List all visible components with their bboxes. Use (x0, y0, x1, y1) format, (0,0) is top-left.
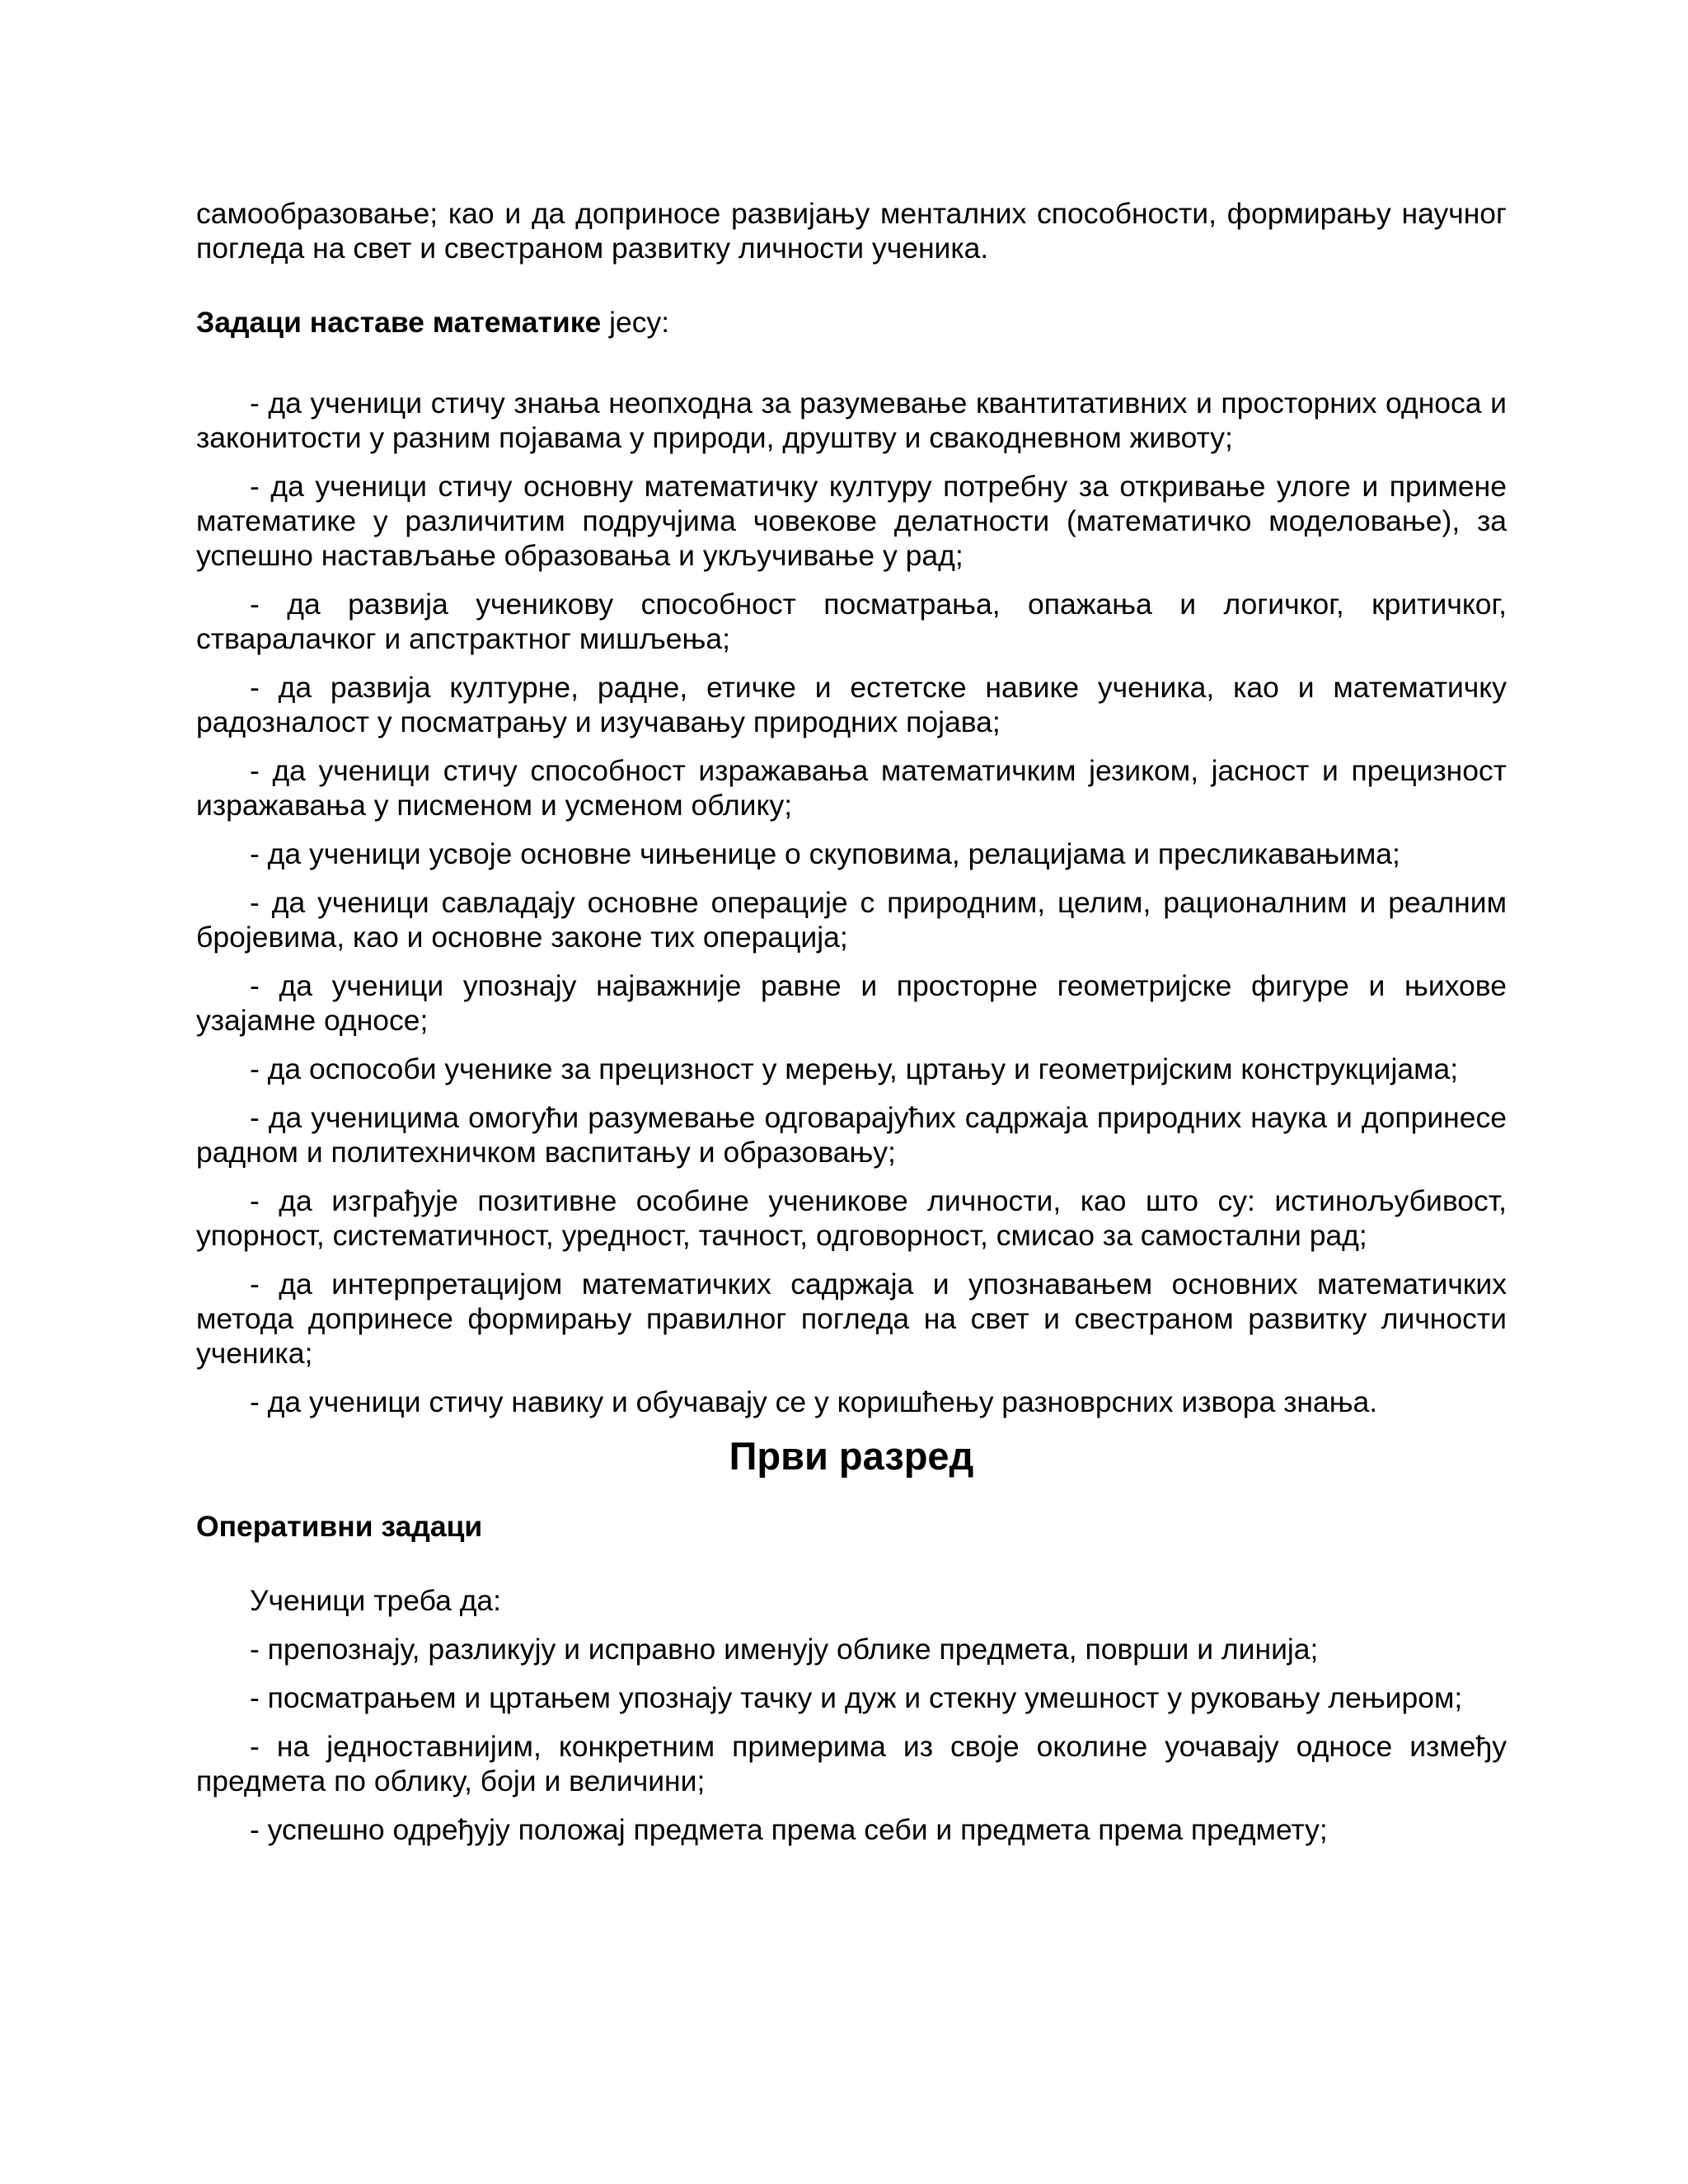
task-item: - да ученицима омогући разумевање одговарајућих садржаја природних наука и допринесе радном и политехничком васпитању и образовању; (196, 1101, 1507, 1169)
operative-item: - посматрањем и цртањем упознају тачку и дуж и стекну умешност у руковању лењиром; (250, 1681, 1463, 1714)
tasks-heading (196, 305, 1507, 340)
task-item: - да ученици стичу способност изражавања математичким језиком, јасност и прецизност изражавања у писменом и усменом облику; (196, 754, 1507, 822)
task-item: - да интерпретацијом математичких садржаја и упознавањем основних математичких метода допринесе формирању правилног погледа на свет и свестраном развитку личности ученика; (196, 1268, 1507, 1370)
operative-intro: Ученици треба да: (250, 1584, 502, 1617)
task-item: - да ученици усвоје основне чињенице о скуповима, релацијама и пресликавањима; (250, 837, 1400, 870)
task-item: - да ученици упознају најважније равне и просторне геометријске фигуре и њихове узајамне односе; (196, 969, 1507, 1037)
operative-list (196, 1583, 1507, 1847)
intro-paragraph: самообразовање; као и да доприносе развијању менталних способности, формирању научног погледа на свет и свестраном развитку личности ученика. (196, 197, 1507, 265)
task-item: - да ученици стичу навику и обучавају се у коришћењу разноврсних извора знања. (250, 1385, 1378, 1418)
operative-item: - препознају, разликују и исправно именују облике предмета, површи и линија; (250, 1633, 1319, 1666)
document-page (196, 196, 1507, 1861)
tasks-heading-bold: Задаци наставе математике (196, 306, 602, 339)
task-item: - да развија ученикову способност посматрања, опажања и логичког, критичког, стваралачког и апстрактног мишљења; (196, 588, 1507, 655)
task-item: - да ученици стичу основну математичку културу потребну за откривање улоге и примене математике у различитим подручјима човекове делатности (математичко моделовање), за успешно настављање образовања и укључивање у рад; (196, 470, 1507, 572)
task-item: - да ученици савладају основне операције с природним, целим, рационалним и реалним бројевима, као и основне законе тих операција; (196, 886, 1507, 954)
operative-item: - на једноставнијим, конкретним примерима из своје околине уочавају односе између предмета по облику, боји и величини; (196, 1730, 1507, 1797)
task-item: - да ученици стичу знања неопходна за разумевање квантитативних и просторних односа и законитости у разним појавама у природи, друштву и свакодневном животу; (196, 387, 1507, 454)
task-item: - да оспособи ученике за прецизност у мерењу, цртању и геометријским конструкцијама; (250, 1052, 1459, 1085)
tasks-list (196, 386, 1507, 1419)
operative-item: - успешно одређују положај предмета према себи и предмета према предмету; (250, 1813, 1328, 1846)
operative-heading: Оперативни задаци (196, 1510, 483, 1543)
task-item: - да изграђује позитивне особине ученикове личности, као што су: истинољубивост, упорност, систематичност, уредност, тачност, одговорност, смисао за самостални рад; (196, 1184, 1507, 1252)
tasks-heading-rest: јесу: (601, 306, 670, 339)
grade-title: Први разред (729, 1434, 974, 1478)
task-item: - да развија културне, радне, етичке и естетске навике ученика, као и математичку радозналост у посматрању и изучавању природних појава; (196, 671, 1507, 738)
